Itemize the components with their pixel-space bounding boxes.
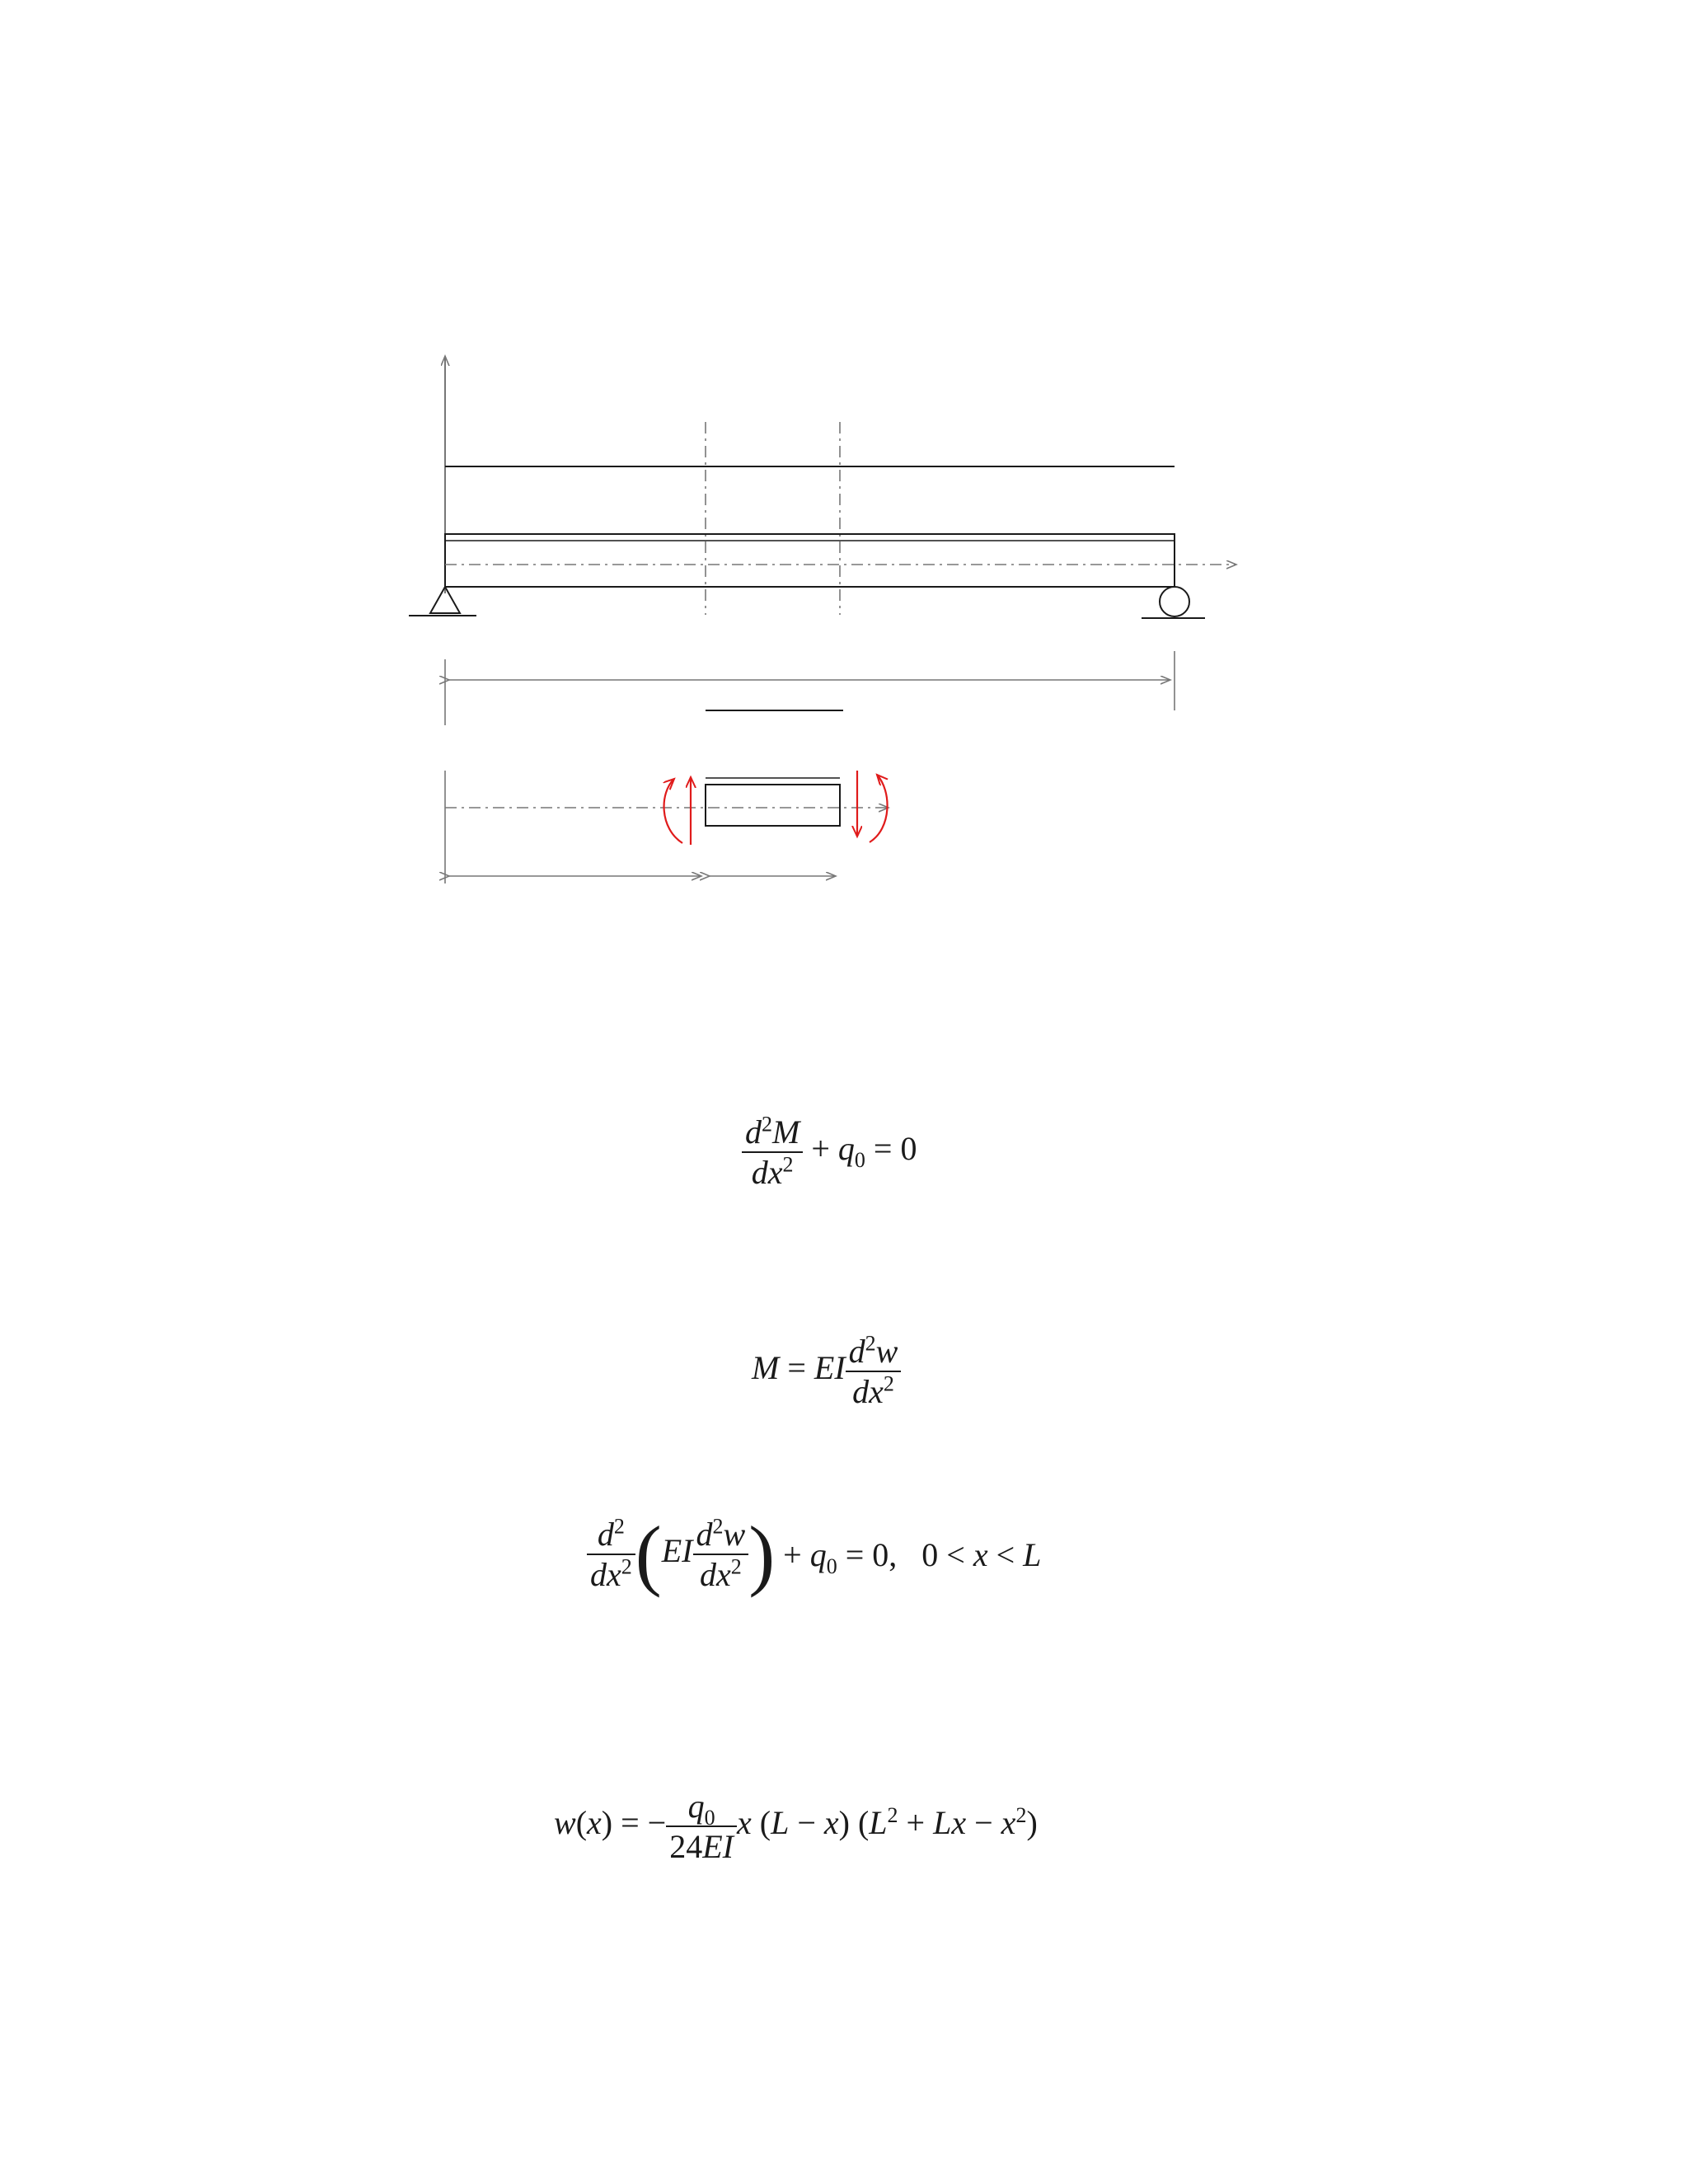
pin-support <box>409 587 476 616</box>
equation-9: w(x) = − $\frac{q_0}{24EI}$ x (L − x) $(L^2 + Lx - x^2)$ <box>554 1788 1038 1865</box>
beam <box>445 534 1175 587</box>
roller-support <box>1142 587 1205 618</box>
moment-arrow-right <box>870 775 888 842</box>
equation-5: $\frac{d^2M}{dx^2}$ + $q_0 = 0$ <box>742 1113 917 1192</box>
equation-7: $\frac{d^2}{dx^2}$ (EI $\frac{d^2w}{dx^2}$ ) + $q_0 = 0$, 0 < x < L <box>587 1515 1041 1594</box>
beam-figure <box>0 0 1688 915</box>
beam-element <box>706 785 840 826</box>
equation-6: M = EI $\frac{d^2w}{dx^2}$ <box>752 1332 901 1411</box>
moment-arrow-left <box>664 779 682 843</box>
